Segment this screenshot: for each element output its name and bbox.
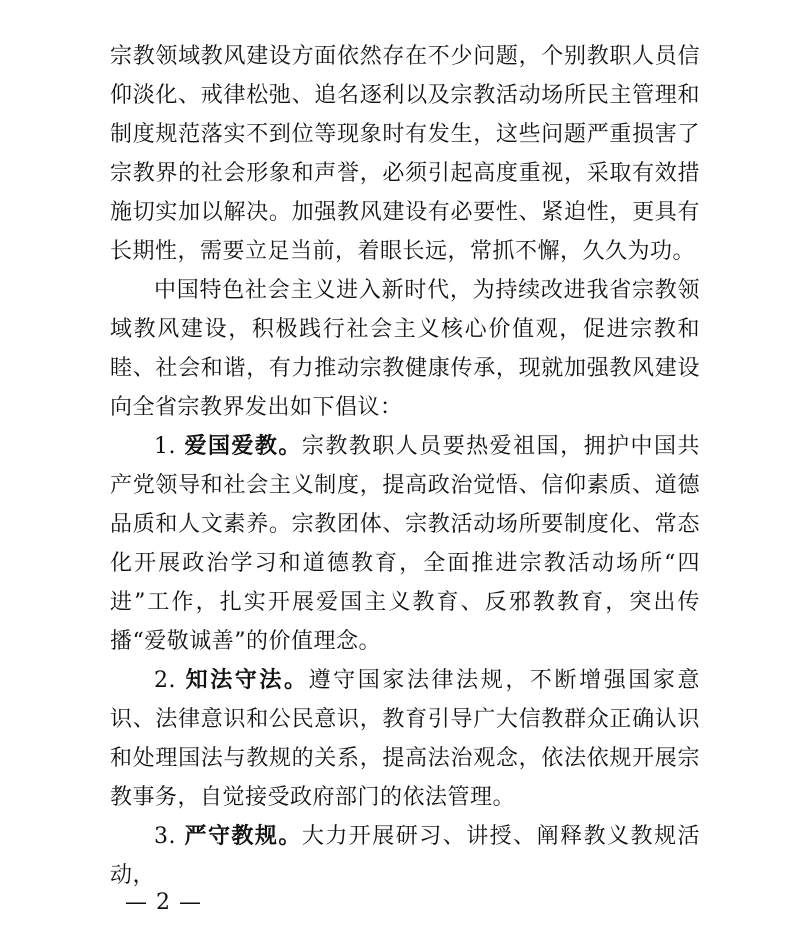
item-3-heading: 严守教规。 — [184, 824, 302, 849]
paragraph-2: 中国特色社会主义进入新时代，为持续改进我省宗教领域教风建设，积极践行社会主义核心价值观，促进宗教和睦、社会和谐，有力推动宗教健康传承，现就加强教风建设向全省宗教界发出如下倡议： — [110, 278, 700, 420]
item-2-heading: 知法守法。 — [185, 668, 309, 693]
item-1-text: 宗教教职人员要热爱祖国，拥护中国共产党领导和社会主义制度，提高政治觉悟、信仰素质、道德品质和人文素养。宗教团体、宗教活动场所要制度化、常态化开展政治学习和道德教育，全面推进宗教活动场所“四进”工作，扎实开展爱国主义教育、反邪教教育，突出传播“爱敬诚善”的价值理念。 — [110, 434, 700, 654]
item-2 — [110, 661, 700, 817]
item-2-number: 2. — [154, 668, 176, 693]
paragraph-1: 宗教领域教风建设方面依然存在不少问题，个别教职人员信仰淡化、戒律松弛、追名逐利以及宗教活动场所民主管理和制度规范落实不到位等现象时有发生，这些问题严重损害了宗教界的社会形象和声誉，必须引起高度重视，采取有效措施切实加以解决。加强教风建设有必要性、紧迫性，更具有长期性，需要立足当前，着眼长远，常抓不懈，久久为功。 — [110, 44, 700, 264]
document-body — [110, 37, 700, 895]
item-3-text: 大力开展研习、讲授、阐释教义教规活动， — [110, 824, 700, 888]
item-3 — [110, 817, 700, 895]
item-2-text: 遵守国家法律法规，不断增强国家意识、法律意识和公民意识，教育引导广大信教群众正确认识和处理国法与教规的关系，提高法治观念，依法依规开展宗教事务，自觉接受政府部门的依法管理。 — [110, 668, 700, 810]
item-1-number: 1. — [154, 434, 176, 459]
item-3-number: 3. — [154, 824, 176, 849]
page-number: — 2 — — [125, 890, 202, 915]
item-1 — [110, 427, 700, 661]
item-1-heading: 爱国爱教。 — [184, 434, 302, 459]
